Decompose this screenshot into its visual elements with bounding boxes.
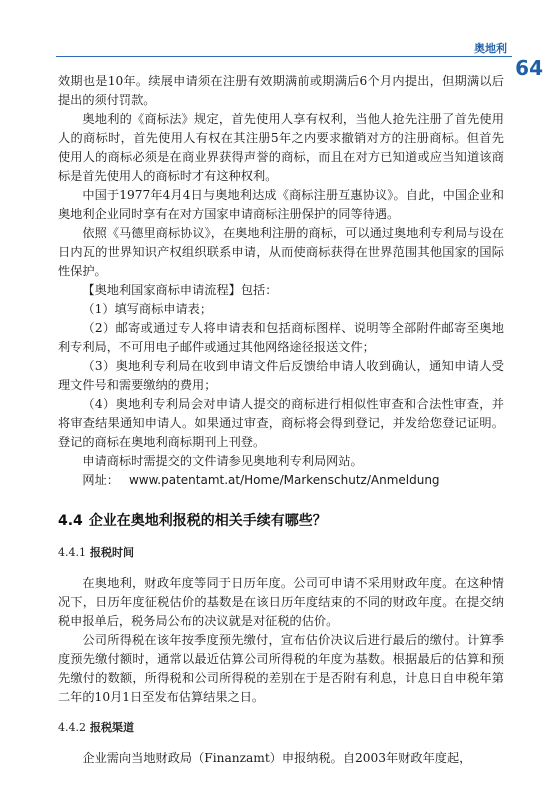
paragraph: 效期也是10年。续展申请须在注册有效期满前或期满后6个月内提出，但期满以后提出的须付罚款。 <box>58 74 504 107</box>
header-rule <box>56 56 512 57</box>
page-content <box>58 72 504 768</box>
procedure-step: （4）奥地利专利局会对申请人提交的商标进行相似性审查和合法性审查，并将审查结果通知申请人。如果通过审查，商标将会得到登记，并发给您登记证明。登记的商标在奥地利商标期刊上刊登。 <box>58 397 504 449</box>
subsection-number: 4.4.1 <box>58 546 86 559</box>
procedure-heading: 【奥地利国家商标申请流程】包括： <box>82 283 278 297</box>
paragraph: 公司所得税在该年按季度预先缴付，宣布估价决议后进行最后的缴付。计算季度预先缴付额时，通常以最近估算公司所得税的年度为基数。根据最后的估算和预先缴付的数额，所得税和公司所得税的差别在于是否附有利息，计息日自申税年第二年的10月1日至发布估算结果之日。 <box>58 633 504 704</box>
section-title: 企业在奥地利报税的相关手续有哪些？ <box>88 513 327 529</box>
page-number: 64 <box>515 56 543 80</box>
website-label: 网址： <box>82 473 119 487</box>
paragraph: 在奥地利，财政年度等同于日历年度。公司可申请不采用财政年度。在这种情况下，日历年度征税估价的基数是在该日历年度结束的不同的财政年度。在提交纳税申报单后，税务局公布的决议就是对征税的估价。 <box>58 576 504 628</box>
procedure-step: （3）奥地利专利局在收到申请文件后反馈给申请人收到确认，通知申请人受理文件号和需要缴纳的费用； <box>58 359 504 392</box>
website-link[interactable]: www.patentamt.at/Home/Markenschutz/Anmeldung <box>128 473 440 487</box>
procedure-step: （1）填写商标申请表； <box>82 302 213 316</box>
procedure-step: （2）邮寄或通过专人将申请表和包括商标图样、说明等全部附件邮寄至奥地利专利局，不可用电子邮件或通过其他网络途径报送文件； <box>58 321 504 354</box>
section-number: 4.4 <box>58 513 83 529</box>
paragraph: 依照《马德里商标协议》，在奥地利注册的商标，可以通过奥地利专利局与设在日内瓦的世界知识产权组织联系申请，从而使商标获得在世界范围其他国家的国际性保护。 <box>58 226 504 278</box>
website-line <box>58 471 504 490</box>
section-heading <box>58 510 504 530</box>
paragraph: 申请商标时需提交的文件请参见奥地利专利局网站。 <box>82 454 363 468</box>
subsection-title: 报税时间 <box>90 546 134 559</box>
subsection-number: 4.4.2 <box>58 721 86 734</box>
paragraph: 中国于1977年4月4日与奥地利达成《商标注册互惠协议》。自此，中国企业和奥地利企业同时享有在对方国家申请商标注册保护的同等待遇。 <box>58 188 504 221</box>
subsection-heading <box>58 719 504 735</box>
paragraph: 企业需向当地财政局（Finanzamt）申报纳税。自2003年财政年度起， <box>82 751 472 765</box>
subsection-title: 报税渠道 <box>90 721 134 734</box>
header-country: 奥地利 <box>474 42 507 55</box>
subsection-heading <box>58 544 504 560</box>
paragraph: 奥地利的《商标法》规定，首先使用人享有权利，当他人抢先注册了首先使用人的商标时，首先使用人有权在其注册5年之内要求撤销对方的注册商标。但首先使用人的商标必须是在商业界获得声誉的商标，而且在对方已知道或应当知道该商标是首先使用人的商标时才有这种权利。 <box>58 112 504 183</box>
